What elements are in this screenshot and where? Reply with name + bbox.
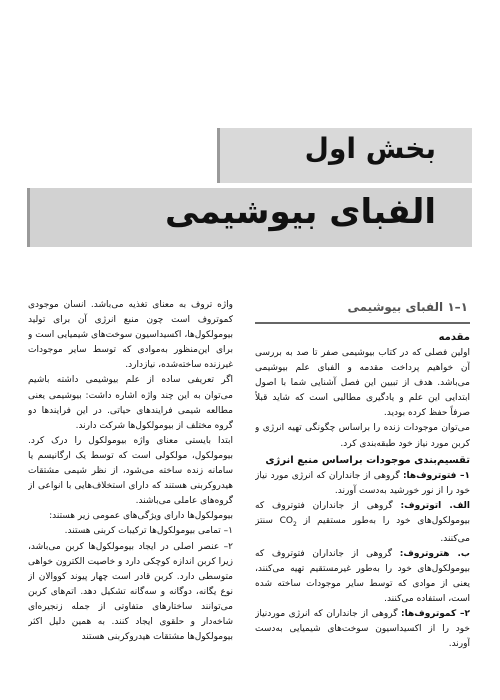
paragraph-biomolecule-definition: ابتدا بایستی معنای واژه بیومولکول را درک کرد. بیومولکول، مولکولی است که توسط یک ارگانیسم یا سامانه زنده ساخته می‌شود، از نظر شیمی مشتقات هیدروکربنی هستند که دارای استخلاف‌هایی با انواعی از گروه‌های عاملی می‌باشند. bbox=[28, 435, 233, 507]
photoheterotroph-title: ب. هتروتروف: bbox=[399, 548, 470, 559]
phototroph-text: گروهی از جانداران که انرژی مورد نیاز خود را از نور خورشید به‌دست آورند. bbox=[255, 470, 470, 496]
co2-symbol: CO bbox=[279, 515, 294, 526]
chemotroph-text: گروهی از جانداران که انرژی موردنیاز خود را از اکسیداسیون سوخت‌های شیمیایی به‌دست آورند. bbox=[255, 609, 470, 650]
left-column bbox=[28, 298, 233, 680]
chemotroph-item bbox=[255, 607, 470, 652]
co2-subscript: 2 bbox=[293, 520, 297, 528]
section-header bbox=[255, 298, 470, 324]
phototroph-item bbox=[255, 469, 470, 499]
classification-heading: تقسیم‌بندی موجودات براساس منبع انرژی bbox=[265, 454, 470, 466]
part-title: بخش اول bbox=[304, 132, 436, 165]
paragraph-troph-meaning: واژه تروف به معنای تغذیه می‌باشد. انسان موجودی کموتروف است چون منبع انرژی آن برای تولید بیومولکول‌ها، اکسیداسیون سوخت‌های شیمیایی است و برای این‌منظور به‌موادی که توسط سایر موجودات غیرزنده ساخته‌شده، نیازدارد. bbox=[28, 300, 233, 371]
chemotroph-title: ۲– کموتروف‌ها: bbox=[401, 609, 470, 620]
paragraph-biochemistry-definition: اگر تعریفی ساده از علم بیوشیمی داشته باشیم می‌توان به این چند واژه اشاره داشت: بیوشیمی یعنی مطالعه شیمی فرایندهای حیاتی. در این فرایندها دو گروه مختلف از بیومولکول‌ها شرکت دارند. bbox=[28, 375, 233, 431]
co2-formula bbox=[280, 516, 297, 526]
part-title-bar bbox=[217, 128, 472, 183]
chapter-title: الفبای بیوشیمی bbox=[164, 192, 436, 232]
part-header bbox=[0, 128, 500, 247]
chapter-title-bar bbox=[27, 188, 472, 247]
right-column bbox=[255, 298, 470, 680]
photoautotroph-text-end: سنتز می‌کنند. bbox=[255, 515, 470, 544]
section-title: الفبای بیوشیمی bbox=[347, 300, 444, 314]
phototroph-title: ۱– فتوتروف‌ها: bbox=[402, 470, 470, 481]
intro-paragraph-2: می‌توان موجودات زنده را براساس چگونگی تهیه انرژی و کربن مورد نیاز خود طبقه‌بندی کرد. bbox=[255, 423, 470, 449]
photoautotroph-text: گروهی از جانداران فتوتروف که بیومولکول‌های خود را به‌طور مستقیم از bbox=[255, 500, 470, 526]
photoheterotroph-text: گروهی از جانداران فتوتروف که بیومولکول‌های خود را به‌طور غیرمستقیم تهیه می‌کنند، یعنی از موادی که توسط سایر موجودات ساخته شده است، استفاده می‌کنند. bbox=[255, 548, 470, 605]
section-number: ۱–۱ bbox=[447, 300, 468, 314]
photoautotroph-item bbox=[255, 499, 470, 547]
paragraph-property-1: ۱– تمامی بیومولکول‌ها ترکیبات کربنی هستند. bbox=[64, 526, 233, 537]
paragraph-biomolecule-properties: بیومولکول‌ها دارای ویژگی‌های عمومی زیر هستند: bbox=[49, 511, 233, 522]
intro-paragraph: اولین فصلی که در کتاب بیوشیمی صفر تا صد به بررسی آن خواهیم پرداخت مقدمه و الفبای علم بیوشیمی می‌باشد. هدف از تبیین این فصل آشنایی شما با اصول ابتدایی این علم و یادگیری مطالبی است که شاید قبلاً صرفاً حفظ کرده بودید. bbox=[255, 348, 470, 419]
photoautotroph-title: الف. اتوتروف: bbox=[400, 500, 470, 511]
intro-heading: مقدمه bbox=[438, 332, 470, 343]
paragraph-property-2: ۲– عنصر اصلی در ایجاد بیومولکول‌ها کربن می‌باشد، زیرا کربن اندازه کوچکی دارد و خاصیت الکترون خواهی متوسطی دارد. کربن قادر است چهار پیوند کووالان از نوع یگانه، دوگانه و سه‌گانه تشکیل دهد. اتم‌های کربن می‌توانند ساختارهای متفاوتی از جمله زنجیره‌ای شاخه‌دار و حلقوی ایجاد کنند. به همین دلیل اکثر بیومولکول‌ها مشتقات هیدروکربنی هستند bbox=[28, 541, 233, 643]
photoheterotroph-item bbox=[255, 547, 470, 607]
